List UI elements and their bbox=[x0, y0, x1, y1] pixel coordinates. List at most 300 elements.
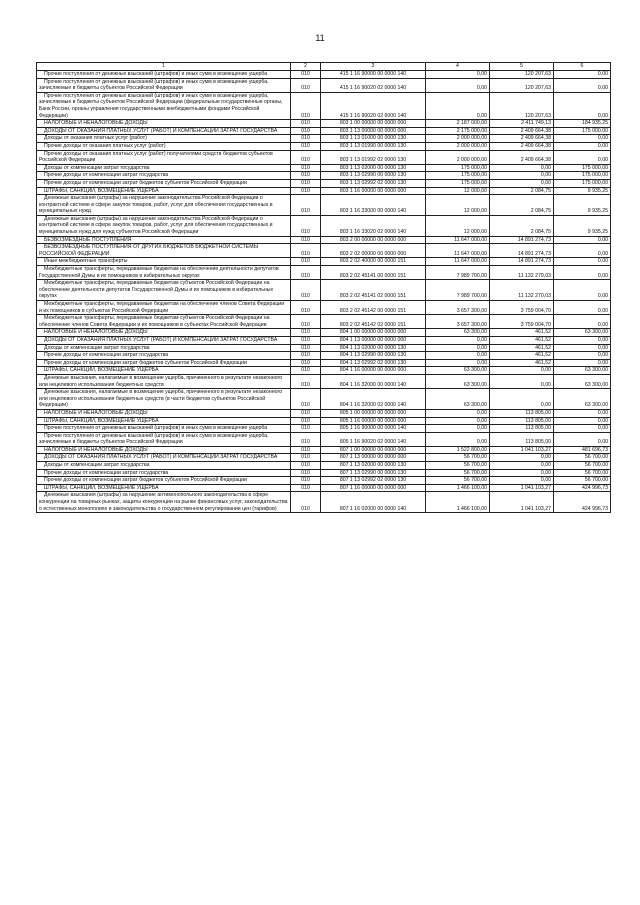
row-executed-cell: 113 805,00 bbox=[490, 425, 554, 433]
row-name-cell bbox=[37, 484, 291, 492]
row-plan-cell: 56 700,00 bbox=[426, 477, 490, 485]
row-name-cell bbox=[37, 127, 291, 135]
row-kbk-cell: 803 1 13 01990 00 0000 130 bbox=[321, 142, 426, 150]
table-row bbox=[37, 142, 611, 150]
row-kbk-cell: 804 1 00 00000 00 0000 000 bbox=[321, 329, 426, 337]
row-remaining-cell: 9 935,25 bbox=[554, 195, 611, 216]
row-executed-cell: 0,00 bbox=[490, 454, 554, 462]
row-code-cell: 010 bbox=[291, 329, 321, 337]
row-plan-cell: 0,00 bbox=[426, 92, 490, 119]
column-header: 6 bbox=[554, 63, 611, 71]
row-name-cell bbox=[37, 280, 291, 301]
row-plan-cell: 0,00 bbox=[426, 352, 490, 360]
row-name-text: Прочие доходы от компенсации затрат бюджетов субъектов Российской Федерации bbox=[44, 477, 247, 484]
row-code-cell: 010 bbox=[291, 469, 321, 477]
row-name-text: Прочие доходы от оказания платных услуг (работ) bbox=[44, 142, 166, 149]
row-remaining-cell: 0,00 bbox=[554, 244, 611, 258]
row-executed-cell: 3 759 004,70 bbox=[490, 301, 554, 315]
row-name-cell bbox=[37, 78, 291, 92]
row-plan-cell: 2 000 000,00 bbox=[426, 150, 490, 164]
row-kbk-cell: 807 1 16 02000 00 0000 140 bbox=[321, 492, 426, 513]
row-remaining-cell: 0,00 bbox=[554, 258, 611, 266]
row-code-cell: 010 bbox=[291, 432, 321, 446]
table-row bbox=[37, 187, 611, 195]
row-name-cell bbox=[37, 315, 291, 329]
table-row bbox=[37, 344, 611, 352]
row-plan-cell: 0,00 bbox=[426, 78, 490, 92]
row-kbk-cell: 803 1 16 00000 00 0000 000 bbox=[321, 187, 426, 195]
row-name-cell bbox=[37, 266, 291, 280]
row-kbk-cell: 804 1 13 02990 00 0000 130 bbox=[321, 352, 426, 360]
row-remaining-cell: 0,00 bbox=[554, 280, 611, 301]
row-remaining-cell: 0,00 bbox=[554, 425, 611, 433]
table-row bbox=[37, 446, 611, 454]
row-code-cell: 010 bbox=[291, 142, 321, 150]
row-name-cell bbox=[37, 187, 291, 195]
row-kbk-cell: 803 2 02 45141 02 0000 151 bbox=[321, 280, 426, 301]
table-row bbox=[37, 150, 611, 164]
row-code-cell: 010 bbox=[291, 336, 321, 344]
row-executed-cell: 11 132 270,03 bbox=[490, 280, 554, 301]
row-plan-cell: 1 466 100,00 bbox=[426, 492, 490, 513]
row-name-cell bbox=[37, 71, 291, 79]
row-name-cell bbox=[37, 236, 291, 244]
row-name-cell bbox=[37, 352, 291, 360]
table-row bbox=[37, 266, 611, 280]
row-name-cell bbox=[37, 215, 291, 236]
row-name-cell bbox=[37, 301, 291, 315]
row-code-cell: 010 bbox=[291, 417, 321, 425]
row-plan-cell: 175 000,00 bbox=[426, 172, 490, 180]
row-executed-cell: 0,00 bbox=[490, 462, 554, 470]
row-code-cell: 010 bbox=[291, 374, 321, 388]
row-executed-cell: 2 084,75 bbox=[490, 215, 554, 236]
row-executed-cell: 113 805,00 bbox=[490, 417, 554, 425]
column-header: 4 bbox=[426, 63, 490, 71]
row-plan-cell: 1 466 100,00 bbox=[426, 484, 490, 492]
row-remaining-cell: 9 935,25 bbox=[554, 215, 611, 236]
row-kbk-cell: 807 1 16 00000 00 0000 000 bbox=[321, 484, 426, 492]
row-remaining-cell: 175 000,00 bbox=[554, 179, 611, 187]
row-plan-cell: 1 522 800,00 bbox=[426, 446, 490, 454]
row-kbk-cell: 807 1 13 00000 00 0000 000 bbox=[321, 454, 426, 462]
row-plan-cell: 0,00 bbox=[426, 417, 490, 425]
table-row bbox=[37, 477, 611, 485]
row-name-cell bbox=[37, 150, 291, 164]
row-name-cell bbox=[37, 477, 291, 485]
row-name-text: Прочие поступления от денежных взысканий (штрафов) и иных сумм в возмещение ущерба, зачисляемые в бюджеты субъектов Российской Федерации (федеральные государственные органы, Банк России, органы управления государственными внебюджетными фондами Российской Федерации) bbox=[39, 92, 283, 119]
table-row bbox=[37, 432, 611, 446]
row-plan-cell: 175 000,00 bbox=[426, 164, 490, 172]
row-plan-cell: 0,00 bbox=[426, 432, 490, 446]
row-name-text: ШТРАФЫ, САНКЦИИ, ВОЗМЕЩЕНИЕ УЩЕРБА bbox=[44, 417, 159, 424]
row-plan-cell: 0,00 bbox=[426, 336, 490, 344]
row-name-cell bbox=[37, 446, 291, 454]
row-kbk-cell: 804 1 13 00000 00 0000 000 bbox=[321, 336, 426, 344]
row-name-cell bbox=[37, 92, 291, 119]
row-remaining-cell: 56 700,00 bbox=[554, 469, 611, 477]
table-row bbox=[37, 329, 611, 337]
row-name-cell bbox=[37, 120, 291, 128]
row-plan-cell: 56 700,00 bbox=[426, 462, 490, 470]
row-remaining-cell: 0,00 bbox=[554, 344, 611, 352]
row-kbk-cell: 804 1 13 02992 02 0000 130 bbox=[321, 359, 426, 367]
row-kbk-cell: 807 1 13 02000 00 0000 130 bbox=[321, 462, 426, 470]
row-code-cell: 010 bbox=[291, 236, 321, 244]
row-name-cell bbox=[37, 409, 291, 417]
column-header: 1 bbox=[37, 63, 291, 71]
row-name-text: Прочие поступления от денежных взысканий (штрафов) и иных сумм в возмещение ущерба, зачисляемые в бюджеты субъектов Российской Федерации bbox=[39, 78, 269, 92]
row-remaining-cell: 56 700,00 bbox=[554, 462, 611, 470]
row-kbk-cell: 803 1 13 02000 00 0000 130 bbox=[321, 164, 426, 172]
page-number: 11 bbox=[315, 33, 325, 43]
row-remaining-cell: 63 300,00 bbox=[554, 329, 611, 337]
row-kbk-cell: 803 1 13 02992 02 0000 130 bbox=[321, 179, 426, 187]
table-row bbox=[37, 244, 611, 258]
row-executed-cell: 2 409 664,38 bbox=[490, 135, 554, 143]
row-remaining-cell: 0,00 bbox=[554, 409, 611, 417]
table-row bbox=[37, 258, 611, 266]
row-name-cell bbox=[37, 462, 291, 470]
row-name-text: Доходы от компенсации затрат государства bbox=[44, 344, 150, 351]
row-name-text: Иные межбюджетные трансферты bbox=[44, 258, 128, 265]
row-name-cell bbox=[37, 359, 291, 367]
row-remaining-cell: 0,00 bbox=[554, 142, 611, 150]
row-plan-cell: 3 657 300,00 bbox=[426, 315, 490, 329]
row-plan-cell: 3 657 300,00 bbox=[426, 301, 490, 315]
row-executed-cell: 113 805,00 bbox=[490, 432, 554, 446]
table-row bbox=[37, 484, 611, 492]
table-row bbox=[37, 352, 611, 360]
row-name-text: Денежные взыскания (штрафы) за нарушение законодательства Российской Федерации о контрактной системе в сфере закупок товаров, работ, услуг для обеспечения государственных и муниципальных нужд bbox=[39, 195, 273, 215]
row-code-cell: 010 bbox=[291, 92, 321, 119]
row-remaining-cell: 481 696,73 bbox=[554, 446, 611, 454]
row-name-cell bbox=[37, 244, 291, 258]
row-plan-cell: 63 300,00 bbox=[426, 374, 490, 388]
table-row bbox=[37, 78, 611, 92]
row-code-cell: 010 bbox=[291, 179, 321, 187]
row-plan-cell: 0,00 bbox=[426, 71, 490, 79]
row-plan-cell: 11 647 000,00 bbox=[426, 258, 490, 266]
table-row bbox=[37, 195, 611, 216]
row-executed-cell: 0,00 bbox=[490, 389, 554, 410]
row-kbk-cell: 805 1 16 90020 02 0000 140 bbox=[321, 432, 426, 446]
row-code-cell: 010 bbox=[291, 78, 321, 92]
row-remaining-cell: 0,00 bbox=[554, 92, 611, 119]
row-name-cell bbox=[37, 336, 291, 344]
row-name-cell bbox=[37, 389, 291, 410]
row-plan-cell: 12 000,00 bbox=[426, 187, 490, 195]
row-kbk-cell: 803 1 16 33000 00 0000 140 bbox=[321, 195, 426, 216]
row-remaining-cell: 0,00 bbox=[554, 135, 611, 143]
row-code-cell: 010 bbox=[291, 135, 321, 143]
row-name-text: Межбюджетные трансферты, передаваемые бюджетам на обеспечение деятельности депутатов Государственной Думы и их помощников в избирательных округах bbox=[39, 266, 279, 279]
row-remaining-cell: 0,00 bbox=[554, 236, 611, 244]
row-name-text: ШТРАФЫ, САНКЦИИ, ВОЗМЕЩЕНИЕ УЩЕРБА bbox=[44, 187, 159, 194]
row-kbk-cell: 803 1 13 01000 00 0000 130 bbox=[321, 135, 426, 143]
row-code-cell: 010 bbox=[291, 367, 321, 375]
row-kbk-cell: 803 2 02 45142 02 0000 151 bbox=[321, 315, 426, 329]
row-name-text: ШТРАФЫ, САНКЦИИ, ВОЗМЕЩЕНИЕ УЩЕРБА bbox=[44, 367, 159, 374]
table-row bbox=[37, 179, 611, 187]
row-plan-cell: 56 700,00 bbox=[426, 454, 490, 462]
row-kbk-cell: 803 1 00 00000 00 0000 000 bbox=[321, 120, 426, 128]
row-remaining-cell: 175 000,00 bbox=[554, 127, 611, 135]
row-executed-cell: 2 084,75 bbox=[490, 187, 554, 195]
row-name-cell bbox=[37, 425, 291, 433]
row-kbk-cell: 804 1 13 02000 00 0000 130 bbox=[321, 344, 426, 352]
row-plan-cell: 2 187 000,00 bbox=[426, 120, 490, 128]
table-row bbox=[37, 71, 611, 79]
row-remaining-cell: 0,00 bbox=[554, 359, 611, 367]
row-executed-cell: 14 891 274,73 bbox=[490, 244, 554, 258]
row-name-cell bbox=[37, 469, 291, 477]
row-kbk-cell: 807 1 13 02992 02 0000 130 bbox=[321, 477, 426, 485]
row-plan-cell: 12 000,00 bbox=[426, 215, 490, 236]
row-name-text: НАЛОГОВЫЕ И НЕНАЛОГОВЫЕ ДОХОДЫ bbox=[44, 409, 148, 416]
row-name-text: Прочие доходы от компенсации затрат бюджетов субъектов Российской Федерации bbox=[44, 179, 247, 186]
row-remaining-cell: 63 300,00 bbox=[554, 374, 611, 388]
table-row bbox=[37, 120, 611, 128]
row-executed-cell: 14 891 274,73 bbox=[490, 258, 554, 266]
row-name-text: НАЛОГОВЫЕ И НЕНАЛОГОВЫЕ ДОХОДЫ bbox=[44, 446, 148, 453]
row-remaining-cell: 0,00 bbox=[554, 150, 611, 164]
row-kbk-cell: 803 2 00 00000 00 0000 000 bbox=[321, 236, 426, 244]
row-kbk-cell: 803 1 16 33020 02 0000 140 bbox=[321, 215, 426, 236]
row-executed-cell: 2 411 749,13 bbox=[490, 120, 554, 128]
row-kbk-cell: 803 1 13 02990 00 0000 130 bbox=[321, 172, 426, 180]
row-name-text: ДОХОДЫ ОТ ОКАЗАНИЯ ПЛАТНЫХ УСЛУГ (РАБОТ) И КОМПЕНСАЦИИ ЗАТРАТ ГОСУДАРСТВА bbox=[44, 127, 278, 134]
table-row bbox=[37, 409, 611, 417]
row-name-text: Прочие поступления от денежных взысканий (штрафов) и иных сумм в возмещение ущерба bbox=[44, 425, 268, 432]
row-remaining-cell: 56 700,00 bbox=[554, 477, 611, 485]
row-kbk-cell: 415 1 16 90020 02 6000 140 bbox=[321, 92, 426, 119]
row-remaining-cell: 0,00 bbox=[554, 352, 611, 360]
row-name-text: БЕЗВОЗМЕЗДНЫЕ ПОСТУПЛЕНИЯ ОТ ДРУГИХ БЮДЖЕТОВ БЮДЖЕТНОЙ СИСТЕМЫ РОССИЙСКОЙ ФЕДЕРАЦИИ bbox=[39, 244, 259, 257]
row-executed-cell: 461,52 bbox=[490, 352, 554, 360]
column-header: 2 bbox=[291, 63, 321, 71]
row-kbk-cell: 807 1 00 00000 00 0000 000 bbox=[321, 446, 426, 454]
row-name-cell bbox=[37, 454, 291, 462]
row-code-cell: 010 bbox=[291, 258, 321, 266]
table-row bbox=[37, 301, 611, 315]
budget-revenue-table bbox=[36, 62, 611, 513]
row-remaining-cell: 175 000,00 bbox=[554, 172, 611, 180]
row-plan-cell: 11 647 000,00 bbox=[426, 236, 490, 244]
row-plan-cell: 2 175 000,00 bbox=[426, 127, 490, 135]
row-kbk-cell: 803 2 02 00000 00 0000 000 bbox=[321, 244, 426, 258]
row-code-cell: 010 bbox=[291, 477, 321, 485]
row-name-text: ДОХОДЫ ОТ ОКАЗАНИЯ ПЛАТНЫХ УСЛУГ (РАБОТ) И КОМПЕНСАЦИИ ЗАТРАТ ГОСУДАРСТВА bbox=[44, 336, 278, 343]
row-code-cell: 010 bbox=[291, 172, 321, 180]
row-plan-cell: 0,00 bbox=[426, 425, 490, 433]
row-executed-cell: 0,00 bbox=[490, 374, 554, 388]
row-name-text: Денежные взыскания (штрафы) за нарушение законодательства Российской Федерации о контрактной системе в сфере закупок товаров, работ, услуг для обеспечения государственных и муниципальных нужд для нужд субъектов Российской Федерации bbox=[39, 215, 273, 236]
row-remaining-cell: 0,00 bbox=[554, 78, 611, 92]
row-executed-cell: 2 409 664,38 bbox=[490, 150, 554, 164]
row-plan-cell: 63 300,00 bbox=[426, 367, 490, 375]
row-name-cell bbox=[37, 142, 291, 150]
row-kbk-cell: 807 1 13 02990 00 0000 130 bbox=[321, 469, 426, 477]
row-name-text: Прочие поступления от денежных взысканий (штрафов) и иных сумм в возмещение ущерба bbox=[44, 71, 268, 77]
row-plan-cell: 56 700,00 bbox=[426, 469, 490, 477]
table-row bbox=[37, 135, 611, 143]
row-code-cell: 010 bbox=[291, 315, 321, 329]
table-row bbox=[37, 236, 611, 244]
table-row bbox=[37, 336, 611, 344]
row-plan-cell: 0,00 bbox=[426, 344, 490, 352]
row-code-cell: 010 bbox=[291, 409, 321, 417]
row-name-cell bbox=[37, 172, 291, 180]
row-code-cell: 010 bbox=[291, 389, 321, 410]
row-name-text: Прочие доходы от оказания платных услуг (работ) получателями средств бюджетов субъектов Российской Федерации bbox=[39, 150, 273, 164]
row-code-cell: 010 bbox=[291, 120, 321, 128]
row-executed-cell: 11 132 270,03 bbox=[490, 266, 554, 280]
row-kbk-cell: 803 2 02 45141 00 0000 151 bbox=[321, 266, 426, 280]
row-name-text: Прочие поступления от денежных взысканий (штрафов) и иных сумм в возмещение ущерба, зачисляемые в бюджеты субъектов Российской Федерации bbox=[39, 432, 269, 446]
table-row bbox=[37, 280, 611, 301]
row-executed-cell: 1 041 103,27 bbox=[490, 492, 554, 513]
row-remaining-cell: 0,00 bbox=[554, 336, 611, 344]
row-code-cell: 010 bbox=[291, 266, 321, 280]
row-kbk-cell: 415 1 16 90020 02 0000 140 bbox=[321, 78, 426, 92]
row-executed-cell: 14 891 274,73 bbox=[490, 236, 554, 244]
row-executed-cell: 0,00 bbox=[490, 179, 554, 187]
row-name-cell bbox=[37, 344, 291, 352]
row-plan-cell: 12 000,00 bbox=[426, 195, 490, 216]
row-name-cell bbox=[37, 329, 291, 337]
row-remaining-cell: 56 700,00 bbox=[554, 454, 611, 462]
row-plan-cell: 175 000,00 bbox=[426, 179, 490, 187]
row-code-cell: 010 bbox=[291, 484, 321, 492]
row-name-text: Межбюджетные трансферты, передаваемые бюджетам субъектов Российской Федерации на обеспечение деятельности депутатов Государственной Думы и их помощников в избирательных округах bbox=[39, 280, 274, 300]
row-name-text: НАЛОГОВЫЕ И НЕНАЛОГОВЫЕ ДОХОДЫ bbox=[44, 120, 148, 127]
row-kbk-cell: 804 1 16 32000 02 0000 140 bbox=[321, 389, 426, 410]
row-name-text: НАЛОГОВЫЕ И НЕНАЛОГОВЫЕ ДОХОДЫ bbox=[44, 329, 148, 336]
row-executed-cell: 0,00 bbox=[490, 469, 554, 477]
row-name-text: Межбюджетные трансферты, передаваемые бюджетам субъектов Российской Федерации на обеспечение членов Совета Федерации и их помощников в субъектах Российской Федерации bbox=[39, 315, 270, 328]
row-remaining-cell: 184 935,25 bbox=[554, 120, 611, 128]
row-executed-cell: 3 759 004,70 bbox=[490, 315, 554, 329]
table-row bbox=[37, 367, 611, 375]
row-name-text: Прочие доходы от компенсации затрат государства bbox=[44, 469, 169, 476]
row-remaining-cell: 0,00 bbox=[554, 266, 611, 280]
row-kbk-cell: 415 1 16 90000 00 0000 140 bbox=[321, 71, 426, 79]
row-remaining-cell: 0,00 bbox=[554, 71, 611, 79]
row-remaining-cell: 0,00 bbox=[554, 315, 611, 329]
row-executed-cell: 120 207,63 bbox=[490, 92, 554, 119]
row-name-text: Денежные взыскания, налагаемые в возмещение ущерба, причиненного в результате незаконного или нецелевого использования бюджетных средств (в части бюджетов субъектов Российской Федерации) bbox=[39, 389, 283, 409]
table-row bbox=[37, 374, 611, 388]
row-name-text: Денежные взыскания, налагаемые в возмещение ущерба, причиненного в результате незаконного или нецелевого использования бюджетных средств bbox=[39, 374, 283, 388]
row-name-cell bbox=[37, 179, 291, 187]
table-row bbox=[37, 454, 611, 462]
row-executed-cell: 113 805,00 bbox=[490, 409, 554, 417]
row-executed-cell: 2 084,75 bbox=[490, 195, 554, 216]
row-executed-cell: 1 041 103,27 bbox=[490, 484, 554, 492]
row-executed-cell: 0,00 bbox=[490, 164, 554, 172]
row-name-cell bbox=[37, 374, 291, 388]
row-executed-cell: 2 409 664,38 bbox=[490, 127, 554, 135]
table-row bbox=[37, 172, 611, 180]
row-name-text: Прочие доходы от компенсации затрат государства bbox=[44, 352, 169, 359]
row-code-cell: 010 bbox=[291, 425, 321, 433]
row-kbk-cell: 805 1 16 90000 00 0000 140 bbox=[321, 425, 426, 433]
row-executed-cell: 461,52 bbox=[490, 329, 554, 337]
row-name-text: Денежные взыскания (штрафы) за нарушение антимонопольного законодательства в сфере конкуренции на товарных рынках, защиты конкуренции на рынке финансовых услуг, законодательства о естественных монополиях и законодательства о государственном регулировании цен (тарифов) bbox=[39, 492, 288, 512]
table-body bbox=[37, 71, 611, 513]
table-row bbox=[37, 359, 611, 367]
table-row bbox=[37, 127, 611, 135]
row-remaining-cell: 0,00 bbox=[554, 417, 611, 425]
table-row bbox=[37, 389, 611, 410]
column-header: 3 bbox=[321, 63, 426, 71]
row-name-text: БЕЗВОЗМЕЗДНЫЕ ПОСТУПЛЕНИЯ bbox=[44, 236, 132, 243]
row-executed-cell: 461,52 bbox=[490, 359, 554, 367]
row-executed-cell: 0,00 bbox=[490, 367, 554, 375]
row-executed-cell: 0,00 bbox=[490, 477, 554, 485]
row-executed-cell: 120 207,63 bbox=[490, 71, 554, 79]
table-row bbox=[37, 469, 611, 477]
row-code-cell: 010 bbox=[291, 164, 321, 172]
row-name-cell bbox=[37, 417, 291, 425]
row-name-cell bbox=[37, 164, 291, 172]
row-name-text: Доходы от компенсации затрат государства bbox=[44, 164, 150, 171]
table-row bbox=[37, 417, 611, 425]
row-code-cell: 010 bbox=[291, 244, 321, 258]
row-plan-cell: 0,00 bbox=[426, 409, 490, 417]
row-name-cell bbox=[37, 258, 291, 266]
table-row bbox=[37, 315, 611, 329]
row-plan-cell: 11 647 000,00 bbox=[426, 244, 490, 258]
row-code-cell: 010 bbox=[291, 71, 321, 79]
row-code-cell: 010 bbox=[291, 462, 321, 470]
row-code-cell: 010 bbox=[291, 352, 321, 360]
row-code-cell: 010 bbox=[291, 359, 321, 367]
row-plan-cell: 2 000 000,00 bbox=[426, 142, 490, 150]
row-name-cell bbox=[37, 195, 291, 216]
row-remaining-cell: 0,00 bbox=[554, 301, 611, 315]
row-name-text: ШТРАФЫ, САНКЦИИ, ВОЗМЕЩЕНИЕ УЩЕРБА bbox=[44, 484, 159, 491]
row-remaining-cell: 0,00 bbox=[554, 432, 611, 446]
row-remaining-cell: 63 300,00 bbox=[554, 367, 611, 375]
row-kbk-cell: 803 1 13 01992 02 0000 130 bbox=[321, 150, 426, 164]
row-code-cell: 010 bbox=[291, 446, 321, 454]
row-code-cell: 010 bbox=[291, 492, 321, 513]
row-code-cell: 010 bbox=[291, 150, 321, 164]
row-code-cell: 010 bbox=[291, 454, 321, 462]
row-name-text: ДОХОДЫ ОТ ОКАЗАНИЯ ПЛАТНЫХ УСЛУГ (РАБОТ) И КОМПЕНСАЦИИ ЗАТРАТ ГОСУДАРСТВА bbox=[44, 454, 278, 461]
row-name-cell bbox=[37, 135, 291, 143]
row-plan-cell: 7 989 700,00 bbox=[426, 280, 490, 301]
row-executed-cell: 120 207,63 bbox=[490, 78, 554, 92]
row-code-cell: 010 bbox=[291, 215, 321, 236]
row-code-cell: 010 bbox=[291, 280, 321, 301]
table-row bbox=[37, 425, 611, 433]
row-kbk-cell: 803 2 02 40000 00 0000 151 bbox=[321, 258, 426, 266]
row-plan-cell: 7 989 700,00 bbox=[426, 266, 490, 280]
row-name-text: Межбюджетные трансферты, передаваемые бюджетам на обеспечение членов Совета Федерации и их помощников в субъектах Российской Федерации bbox=[39, 301, 285, 314]
row-remaining-cell: 9 935,25 bbox=[554, 187, 611, 195]
row-name-text: Доходы от оказания платных услуг (работ) bbox=[44, 135, 147, 142]
row-kbk-cell: 803 1 13 00000 00 0000 000 bbox=[321, 127, 426, 135]
row-executed-cell: 2 409 664,38 bbox=[490, 142, 554, 150]
row-name-text: Доходы от компенсации затрат государства bbox=[44, 462, 150, 469]
row-name-cell bbox=[37, 432, 291, 446]
row-code-cell: 010 bbox=[291, 195, 321, 216]
row-code-cell: 010 bbox=[291, 301, 321, 315]
row-name-cell bbox=[37, 367, 291, 375]
